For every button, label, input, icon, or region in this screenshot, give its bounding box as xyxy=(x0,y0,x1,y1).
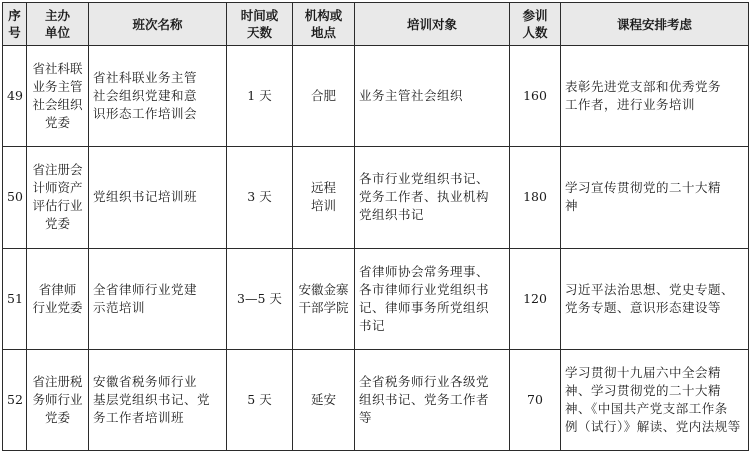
table-row xyxy=(3,248,749,349)
header-place: 机构或 地点 xyxy=(293,3,355,46)
duration-cell: 3—5 天 xyxy=(227,248,293,349)
header-row xyxy=(3,3,749,46)
count-cell: 120 xyxy=(510,248,561,349)
header-seq: 序 号 xyxy=(3,3,27,46)
header-class-name: 班次名称 xyxy=(89,3,227,46)
table-row xyxy=(3,147,749,248)
class-name-cell: 省社科联业务主管 社会组织党建和意 识形态工作培训会 xyxy=(89,46,227,147)
place-cell: 合肥 xyxy=(293,46,355,147)
training-schedule-table xyxy=(2,2,749,451)
org-cell: 省注册税 务师行业 党委 xyxy=(27,349,89,450)
table-row xyxy=(3,349,749,450)
count-cell: 70 xyxy=(510,349,561,450)
header-target: 培训对象 xyxy=(355,3,510,46)
org-cell: 省社科联 业务主管 社会组织 党委 xyxy=(27,46,89,147)
course-cell: 表彰先进党支部和优秀党务 工作者，进行业务培训 xyxy=(561,46,749,147)
class-name-cell: 安徽省税务师行业 基层党组织书记、党 务工作者培训班 xyxy=(89,349,227,450)
duration-cell: 5 天 xyxy=(227,349,293,450)
course-cell: 学习贯彻十九届六中全会精 神、学习贯彻党的二十大精 神、《中国共产党支部工作条 例（试行）》解读、党内法规等 xyxy=(561,349,749,450)
seq-cell: 50 xyxy=(3,147,27,248)
org-cell: 省律师 行业党委 xyxy=(27,248,89,349)
count-cell: 160 xyxy=(510,46,561,147)
seq-cell: 52 xyxy=(3,349,27,450)
place-cell: 远程 培训 xyxy=(293,147,355,248)
class-name-cell: 全省律师行业党建 示范培训 xyxy=(89,248,227,349)
class-name-cell: 党组织书记培训班 xyxy=(89,147,227,248)
duration-cell: 1 天 xyxy=(227,46,293,147)
seq-cell: 49 xyxy=(3,46,27,147)
org-cell: 省注册会 计师资产 评估行业 党委 xyxy=(27,147,89,248)
duration-cell: 3 天 xyxy=(227,147,293,248)
seq-cell: 51 xyxy=(3,248,27,349)
target-cell: 省律师协会常务理事、 各市律师行业党组织书 记、律师事务所党组织 书记 xyxy=(355,248,510,349)
header-org: 主办 单位 xyxy=(27,3,89,46)
target-cell: 业务主管社会组织 xyxy=(355,46,510,147)
course-cell: 习近平法治思想、党史专题、 党务专题、意识形态建设等 xyxy=(561,248,749,349)
header-duration: 时间或 天数 xyxy=(227,3,293,46)
header-count: 参训 人数 xyxy=(510,3,561,46)
target-cell: 各市行业党组织书记、 党务工作者、执业机构 党组织书记 xyxy=(355,147,510,248)
course-cell: 学习宣传贯彻党的二十大精 神 xyxy=(561,147,749,248)
target-cell: 全省税务师行业各级党 组织书记、党务工作者 等 xyxy=(355,349,510,450)
table-row xyxy=(3,46,749,147)
header-course: 课程安排考虑 xyxy=(561,3,749,46)
place-cell: 安徽金寨 干部学院 xyxy=(293,248,355,349)
place-cell: 延安 xyxy=(293,349,355,450)
count-cell: 180 xyxy=(510,147,561,248)
